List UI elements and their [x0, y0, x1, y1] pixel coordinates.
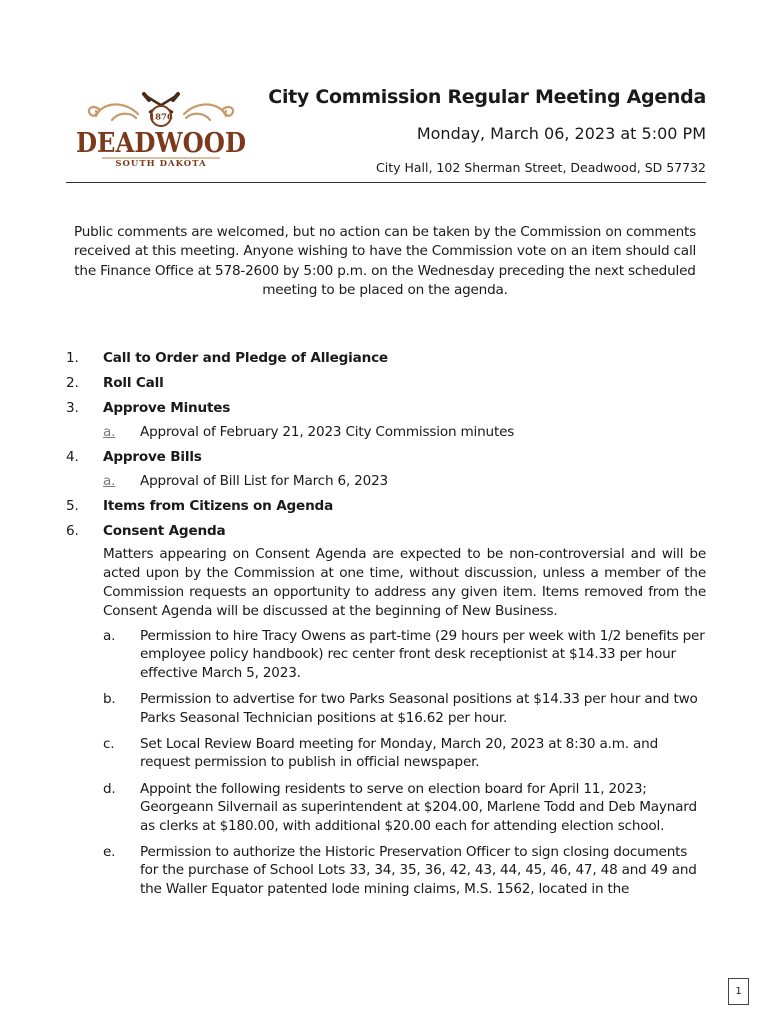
sub-item-minutes	[103, 424, 706, 440]
agenda-item-call-to-order	[66, 350, 706, 366]
agenda-item-title: Call to Order and Pledge of Allegiance	[103, 350, 388, 366]
agenda-item-consent	[66, 523, 706, 539]
consent-item	[103, 690, 706, 727]
logo-year: 1876	[149, 112, 173, 123]
consent-item-letter: e.	[103, 844, 116, 861]
consent-item	[103, 735, 706, 772]
consent-item	[103, 780, 706, 835]
agenda-item-number: 6.	[66, 523, 79, 539]
consent-item-text: Appoint the following residents to serve on election board for April 11, 2023; Georgeann Silvernail as superintendent at $204.00, Marlene Todd and Deb Maynard as clerks at $180.00, with additional $20.00 each for attending election school.	[140, 780, 697, 834]
consent-item-text: Permission to hire Tracy Owens as part-time (29 hours per week with 1/2 benefits per employee policy handbook) rec center front desk receptionist at $14.33 per hour effective March 5, 2023.	[140, 628, 705, 681]
sub-item-link[interactable]: a.	[103, 473, 116, 489]
sub-item-bills	[103, 473, 706, 489]
agenda-item-approve-bills	[66, 449, 706, 465]
public-comment-notice: Public comments are welcomed, but no action can be taken by the Commission on comments received at this meeting. Anyone wishing to have the Commission vote on an item should call the Finance Office at 578-2600 by 5:00 p.m. on the Wednesday preceding the next scheduled meeting to be placed on the agenda.	[73, 224, 697, 298]
agenda-item-number: 5.	[66, 498, 79, 514]
agenda-item-title: Approve Bills	[103, 449, 202, 465]
agenda-item-number: 1.	[66, 350, 79, 366]
sub-item-link[interactable]: a.	[103, 424, 116, 440]
logo-name: DEADWOOD	[76, 128, 246, 159]
page-number: 1	[728, 978, 749, 1005]
consent-item-letter: b.	[103, 691, 116, 708]
sub-item-text: Approval of Bill List for March 6, 2023	[140, 473, 388, 489]
agenda-item-title: Consent Agenda	[103, 523, 226, 539]
consent-item-text: Set Local Review Board meeting for Monday, March 20, 2023 at 8:30 a.m. and request permission to publish in official newspaper.	[140, 736, 659, 771]
agenda-item-title: Roll Call	[103, 375, 164, 391]
agenda-item-citizens	[66, 498, 706, 514]
meeting-location: City Hall, 102 Sherman Street, Deadwood, SD 57732	[376, 160, 706, 175]
header-divider	[66, 182, 706, 183]
agenda-item-number: 2.	[66, 375, 79, 391]
agenda-item-number: 4.	[66, 449, 79, 465]
consent-item-text: Permission to advertise for two Parks Seasonal positions at $14.33 per hour and two Parks Seasonal Technician positions at $16.62 per hour.	[140, 691, 698, 726]
consent-item-letter: d.	[103, 780, 116, 797]
agenda-item-title: Approve Minutes	[103, 400, 231, 416]
consent-item	[103, 627, 706, 682]
logo-state: SOUTH DAKOTA	[115, 159, 207, 169]
consent-item	[103, 843, 706, 898]
page-title: City Commission Regular Meeting Agenda	[268, 86, 706, 108]
consent-item-text: Permission to authorize the Historic Preservation Officer to sign closing documents for the purchase of School Lots 33, 34, 35, 36, 42, 43, 44, 45, 46, 47, 48 and 49 and the Waller Equator patented lode mining claims, M.S. 1562, located in the	[140, 844, 697, 897]
consent-item-letter: a.	[103, 628, 116, 644]
agenda-item-number: 3.	[66, 400, 79, 416]
sub-item-text: Approval of February 21, 2023 City Commission minutes	[140, 424, 515, 440]
agenda-item-approve-minutes	[66, 400, 706, 416]
consent-description: Matters appearing on Consent Agenda are expected to be non-controversial and will be acted upon by the Commission at one time, without discussion, unless a member of the Commission requests an opportunity to address any given item. Items removed from the Consent Agenda will be discussed at the beginning of New Business.	[103, 546, 706, 619]
agenda-list	[66, 350, 706, 906]
agenda-item-title: Items from Citizens on Agenda	[103, 498, 334, 514]
deadwood-logo	[72, 90, 250, 170]
consent-item-letter: c.	[103, 736, 115, 753]
meeting-date: Monday, March 06, 2023 at 5:00 PM	[416, 124, 706, 143]
agenda-item-roll-call	[66, 375, 706, 391]
